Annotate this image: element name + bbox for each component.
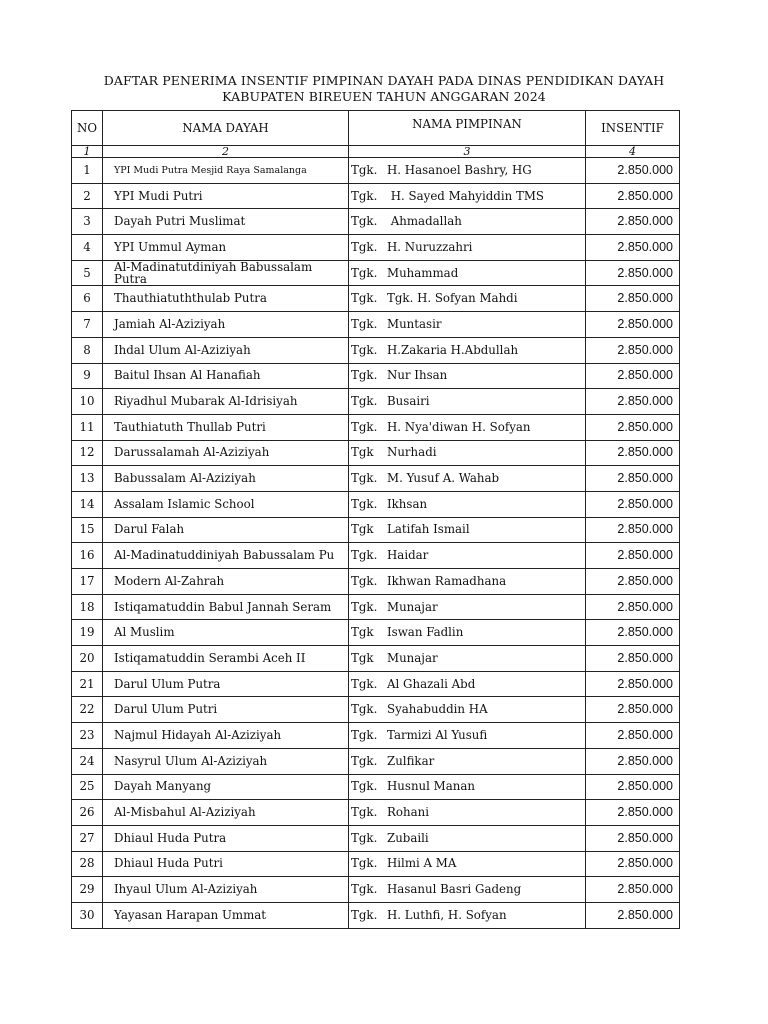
leader-name: H. Sayed Mahyiddin TMS (387, 188, 544, 203)
leader-title: Tgk. (351, 548, 378, 563)
table-row (72, 646, 680, 672)
leader-title: Tgk. (351, 856, 378, 871)
leader-name: M. Yusuf A. Wahab (387, 471, 500, 486)
leader-name: Hasanul Basri Gadeng (387, 882, 522, 897)
row-number: 4 (72, 235, 103, 261)
table-row (72, 312, 680, 338)
leader-title: Tgk. (351, 291, 378, 306)
table-row (72, 825, 680, 851)
leader-title: Tgk. (351, 496, 378, 511)
leader-cell (349, 312, 586, 338)
dayah-name: Al Muslim (103, 620, 349, 646)
table-row (72, 337, 680, 363)
dayah-name: Assalam Islamic School (103, 491, 349, 517)
table-row (72, 851, 680, 877)
incentive-amount: 2.850.000 (586, 800, 680, 826)
dayah-name: Modern Al-Zahrah (103, 569, 349, 595)
incentive-amount: 2.850.000 (586, 414, 680, 440)
leader-cell (349, 491, 586, 517)
dayah-name: Dhiaul Huda Putra (103, 825, 349, 851)
row-number: 17 (72, 569, 103, 595)
leader-cell (349, 646, 586, 672)
row-number: 1 (72, 158, 103, 184)
recipient-table (71, 110, 680, 929)
incentive-amount: 2.850.000 (586, 825, 680, 851)
dayah-name: Al-Misbahul Al-Aziziyah (103, 800, 349, 826)
incentive-amount: 2.850.000 (586, 466, 680, 492)
leader-name: Muhammad (387, 265, 459, 280)
leader-title: Tgk (351, 445, 374, 460)
leader-cell (349, 414, 586, 440)
row-number: 24 (72, 748, 103, 774)
table-row (72, 440, 680, 466)
incentive-amount: 2.850.000 (586, 697, 680, 723)
leader-cell (349, 440, 586, 466)
dayah-name: Tauthiatuth Thullab Putri (103, 414, 349, 440)
leader-name: H. Nuruzzahri (387, 239, 473, 254)
incentive-amount: 2.850.000 (586, 671, 680, 697)
table-row (72, 774, 680, 800)
leader-name: Nurhadi (387, 445, 437, 460)
row-number: 10 (72, 389, 103, 415)
incentive-amount: 2.850.000 (586, 235, 680, 261)
leader-title: Tgk. (351, 316, 378, 331)
row-number: 27 (72, 825, 103, 851)
table-row (72, 748, 680, 774)
leader-title: Tgk. (351, 162, 378, 177)
row-number: 18 (72, 594, 103, 620)
row-number: 14 (72, 491, 103, 517)
dayah-name: Yayasan Harapan Ummat (103, 902, 349, 928)
row-number: 5 (72, 260, 103, 286)
leader-name: Munajar (387, 650, 438, 665)
table-row (72, 569, 680, 595)
dayah-name: YPI Ummul Ayman (103, 235, 349, 261)
dayah-name: Thauthiatuththulab Putra (103, 286, 349, 312)
table-row (72, 209, 680, 235)
table-row (72, 723, 680, 749)
leader-title: Tgk (351, 522, 374, 537)
leader-cell (349, 877, 586, 903)
leader-cell (349, 158, 586, 184)
dayah-name: Istiqamatuddin Babul Jannah Seram (103, 594, 349, 620)
leader-title: Tgk. (351, 342, 378, 357)
leader-cell (349, 800, 586, 826)
leader-title: Tgk (351, 650, 374, 665)
leader-title: Tgk. (351, 599, 378, 614)
leader-name: H. Hasanoel Bashry, HG (387, 162, 532, 177)
leader-name: Haidar (387, 548, 429, 563)
incentive-amount: 2.850.000 (586, 337, 680, 363)
leader-cell (349, 260, 586, 286)
incentive-amount: 2.850.000 (586, 851, 680, 877)
table-row (72, 183, 680, 209)
row-number: 21 (72, 671, 103, 697)
leader-title: Tgk. (351, 239, 378, 254)
dayah-name: Darul Ulum Putra (103, 671, 349, 697)
leader-name: Tgk. H. Sofyan Mahdi (387, 291, 518, 306)
table-row (72, 389, 680, 415)
dayah-name: YPI Mudi Putri (103, 183, 349, 209)
incentive-amount: 2.850.000 (586, 594, 680, 620)
dayah-name: Baitul Ihsan Al Hanafiah (103, 363, 349, 389)
incentive-amount: 2.850.000 (586, 748, 680, 774)
table-row (72, 235, 680, 261)
table-row (72, 517, 680, 543)
leader-cell (349, 902, 586, 928)
table-row (72, 877, 680, 903)
table-row (72, 286, 680, 312)
incentive-amount: 2.850.000 (586, 646, 680, 672)
incentive-amount: 2.850.000 (586, 723, 680, 749)
leader-name: Tarmizi Al Yusufi (387, 727, 488, 742)
leader-cell (349, 363, 586, 389)
table-row (72, 620, 680, 646)
leader-cell (349, 620, 586, 646)
leader-name: Hilmi A MA (387, 856, 457, 871)
dayah-name: Ihyaul Ulum Al-Aziziyah (103, 877, 349, 903)
leader-cell (349, 389, 586, 415)
column-index: 3 (349, 146, 586, 158)
leader-title: Tgk (351, 625, 374, 640)
leader-title: Tgk. (351, 805, 378, 820)
row-number: 19 (72, 620, 103, 646)
dayah-name: Al-Madinatuddiniyah Babussalam Pu (103, 543, 349, 569)
header-no: NO (72, 111, 103, 146)
leader-name: Syahabuddin HA (387, 702, 488, 717)
dayah-name: Najmul Hidayah Al-Aziziyah (103, 723, 349, 749)
leader-cell (349, 774, 586, 800)
incentive-amount: 2.850.000 (586, 286, 680, 312)
table-row (72, 491, 680, 517)
leader-cell (349, 183, 586, 209)
incentive-amount: 2.850.000 (586, 543, 680, 569)
row-number: 29 (72, 877, 103, 903)
dayah-name: Jamiah Al-Aziziyah (103, 312, 349, 338)
incentive-amount: 2.850.000 (586, 877, 680, 903)
row-number: 3 (72, 209, 103, 235)
leader-name: Husnul Manan (387, 779, 475, 794)
incentive-amount: 2.850.000 (586, 158, 680, 184)
dayah-name: Dayah Putri Muslimat (103, 209, 349, 235)
leader-name: Munajar (387, 599, 438, 614)
leader-title: Tgk. (351, 394, 378, 409)
leader-cell (349, 286, 586, 312)
leader-title: Tgk. (351, 702, 378, 717)
leader-name: Zulfikar (387, 753, 435, 768)
table-row (72, 363, 680, 389)
leader-cell (349, 594, 586, 620)
leader-title: Tgk. (351, 471, 378, 486)
leader-title: Tgk. (351, 368, 378, 383)
leader-title: Tgk. (351, 882, 378, 897)
leader-name: H. Nya'diwan H. Sofyan (387, 419, 531, 434)
table-row (72, 800, 680, 826)
leader-cell (349, 543, 586, 569)
leader-cell (349, 569, 586, 595)
row-number: 20 (72, 646, 103, 672)
row-number: 15 (72, 517, 103, 543)
leader-cell (349, 723, 586, 749)
row-number: 8 (72, 337, 103, 363)
header-nama-dayah: NAMA DAYAH (103, 111, 349, 146)
dayah-name: Darussalamah Al-Aziziyah (103, 440, 349, 466)
dayah-name: Babussalam Al-Aziziyah (103, 466, 349, 492)
incentive-amount: 2.850.000 (586, 389, 680, 415)
incentive-amount: 2.850.000 (586, 569, 680, 595)
dayah-name: Darul Ulum Putri (103, 697, 349, 723)
row-number: 6 (72, 286, 103, 312)
leader-name: H.Zakaria H.Abdullah (387, 342, 519, 357)
row-number: 12 (72, 440, 103, 466)
leader-name: Nur Ihsan (387, 368, 448, 383)
dayah-name: Riyadhul Mubarak Al-Idrisiyah (103, 389, 349, 415)
row-number: 28 (72, 851, 103, 877)
leader-name: H. Luthfi, H. Sofyan (387, 907, 507, 922)
leader-title: Tgk. (351, 907, 378, 922)
incentive-amount: 2.850.000 (586, 260, 680, 286)
row-number: 2 (72, 183, 103, 209)
leader-name: Muntasir (387, 316, 442, 331)
leader-title: Tgk. (351, 676, 378, 691)
leader-name: Zubaili (387, 830, 429, 845)
row-number: 13 (72, 466, 103, 492)
row-number: 30 (72, 902, 103, 928)
table-row (72, 158, 680, 184)
leader-cell (349, 235, 586, 261)
row-number: 23 (72, 723, 103, 749)
leader-cell (349, 209, 586, 235)
leader-name: Latifah Ismail (387, 522, 470, 537)
dayah-name: YPI Mudi Putra Mesjid Raya Samalanga (103, 158, 349, 184)
leader-name: Ikhsan (387, 496, 428, 511)
leader-name: Busairi (387, 394, 430, 409)
header-nama-pimpinan: NAMA PIMPINAN (349, 111, 586, 146)
leader-cell (349, 517, 586, 543)
table-row (72, 902, 680, 928)
leader-cell (349, 851, 586, 877)
leader-name: Ikhwan Ramadhana (387, 573, 507, 588)
row-number: 11 (72, 414, 103, 440)
table-row (72, 414, 680, 440)
row-number: 7 (72, 312, 103, 338)
leader-title: Tgk. (351, 779, 378, 794)
dayah-name: Dayah Manyang (103, 774, 349, 800)
leader-cell (349, 825, 586, 851)
column-index: 2 (103, 146, 349, 158)
row-number: 25 (72, 774, 103, 800)
incentive-amount: 2.850.000 (586, 491, 680, 517)
incentive-amount: 2.850.000 (586, 440, 680, 466)
table-row (72, 594, 680, 620)
leader-title: Tgk. (351, 265, 378, 280)
row-number: 16 (72, 543, 103, 569)
table-row (72, 697, 680, 723)
leader-title: Tgk. (351, 188, 378, 203)
incentive-amount: 2.850.000 (586, 209, 680, 235)
document-title-line-1: DAFTAR PENERIMA INSENTIF PIMPINAN DAYAH PADA DINAS PENDIDIKAN DAYAH (103, 73, 665, 88)
column-index: 1 (72, 146, 103, 158)
leader-name: Rohani (387, 805, 429, 820)
leader-cell (349, 697, 586, 723)
table-row (72, 260, 680, 286)
dayah-name: Darul Falah (103, 517, 349, 543)
leader-name: Ahmadallah (387, 214, 462, 229)
document-title-line-2: KABUPATEN BIREUEN TAHUN ANGGARAN 2024 (222, 89, 546, 104)
leader-cell (349, 337, 586, 363)
dayah-name: Dhiaul Huda Putri (103, 851, 349, 877)
table-row (72, 466, 680, 492)
leader-cell (349, 671, 586, 697)
dayah-name: Al-Madinatutdiniyah Babussalam Putra (103, 260, 349, 286)
leader-title: Tgk. (351, 727, 378, 742)
table-row (72, 543, 680, 569)
table-row (72, 671, 680, 697)
incentive-amount: 2.850.000 (586, 363, 680, 389)
table-header-row (72, 111, 680, 146)
dayah-name: Istiqamatuddin Serambi Aceh II (103, 646, 349, 672)
incentive-amount: 2.850.000 (586, 620, 680, 646)
incentive-amount: 2.850.000 (586, 312, 680, 338)
row-number: 26 (72, 800, 103, 826)
leader-title: Tgk. (351, 419, 378, 434)
incentive-amount: 2.850.000 (586, 183, 680, 209)
leader-name: Iswan Fadlin (387, 625, 464, 640)
leader-title: Tgk. (351, 214, 378, 229)
leader-title: Tgk. (351, 573, 378, 588)
leader-title: Tgk. (351, 753, 378, 768)
dayah-name: Nasyrul Ulum Al-Aziziyah (103, 748, 349, 774)
header-insentif: INSENTIF (586, 111, 680, 146)
leader-cell (349, 748, 586, 774)
row-number: 9 (72, 363, 103, 389)
leader-name: Al Ghazali Abd (387, 676, 476, 691)
dayah-name: Ihdal Ulum Al-Aziziyah (103, 337, 349, 363)
incentive-amount: 2.850.000 (586, 517, 680, 543)
column-index-row (72, 146, 680, 158)
incentive-amount: 2.850.000 (586, 902, 680, 928)
leader-title: Tgk. (351, 830, 378, 845)
leader-cell (349, 466, 586, 492)
incentive-amount: 2.850.000 (586, 774, 680, 800)
column-index: 4 (586, 146, 680, 158)
row-number: 22 (72, 697, 103, 723)
